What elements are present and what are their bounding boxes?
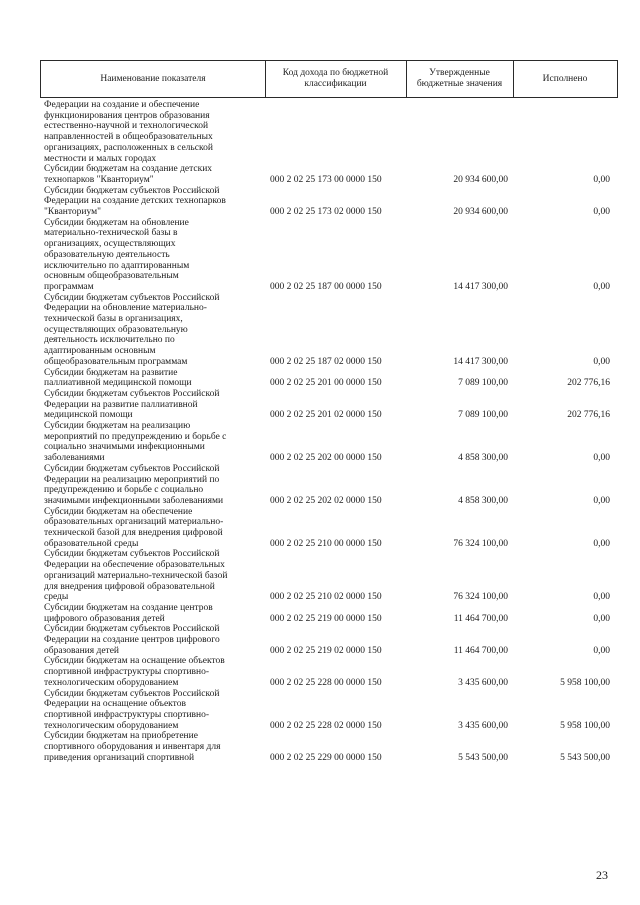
row-executed: 5 543 500,00 xyxy=(560,752,610,763)
row-name-line: естественно-научной и технологической xyxy=(44,121,209,132)
row-name-line: функционирования центров образования xyxy=(44,110,210,121)
row-name-line: общеобразовательным программам xyxy=(44,356,188,367)
row-approved: 4 858 300,00 xyxy=(458,495,508,506)
row-executed: 0,00 xyxy=(593,281,610,292)
row-executed: 0,00 xyxy=(593,495,610,506)
row-name-line: значимыми инфекционными заболеваниями xyxy=(44,495,224,506)
row-approved: 7 089 100,00 xyxy=(458,378,508,389)
row-name-line: основным общеобразовательным xyxy=(44,271,179,282)
row-executed: 0,00 xyxy=(593,613,610,624)
page-number: 23 xyxy=(596,868,608,882)
row-name-line: технологическим оборудованием xyxy=(44,720,179,731)
row-executed: 202 776,16 xyxy=(567,378,610,389)
row-executed: 0,00 xyxy=(593,592,610,603)
row-name-line: организациях, расположенных в сельской xyxy=(44,142,213,153)
row-approved: 11 464 700,00 xyxy=(453,645,508,656)
row-name-line: Субсидии бюджетам на развитие xyxy=(44,367,178,378)
row-code: 000 2 02 25 228 00 0000 150 xyxy=(270,677,382,688)
row-name-line: Субсидии бюджетам субъектов Российской xyxy=(44,185,220,196)
row-name-line: направленностей в общеобразовательных xyxy=(44,132,213,143)
row-code: 000 2 02 25 210 02 0000 150 xyxy=(270,592,382,603)
row-name-line: местности и малых городах xyxy=(44,153,157,164)
row-executed: 0,00 xyxy=(593,453,610,464)
row-name-line: Субсидии бюджетам на оснащение объектов xyxy=(44,656,225,667)
row-name-line: Федерации на создание детских технопарков xyxy=(44,196,226,207)
row-code: 000 2 02 25 219 00 0000 150 xyxy=(270,613,382,624)
row-code: 000 2 02 25 187 02 0000 150 xyxy=(270,356,382,367)
row-name-line: Федерации на реализацию мероприятий по xyxy=(44,474,220,485)
header-executed: Исполнено xyxy=(513,60,618,98)
row-name-line: осуществляющих образовательную xyxy=(44,324,188,335)
header-code: Код дохода по бюджетной классификации xyxy=(265,60,407,98)
row-code: 000 2 02 25 201 00 0000 150 xyxy=(270,378,382,389)
row-name-line: Субсидии бюджетам субъектов Российской xyxy=(44,688,220,699)
row-executed: 0,00 xyxy=(593,207,610,217)
row-name-line: Субсидии бюджетам субъектов Российской xyxy=(44,388,220,399)
row-name-line: адаптированным основным xyxy=(44,346,156,357)
row-approved: 14 417 300,00 xyxy=(453,356,508,367)
row-executed: 202 776,16 xyxy=(567,410,610,421)
row-name-line: Федерации на оснащение объектов xyxy=(44,699,186,710)
row-code: 000 2 02 25 210 00 0000 150 xyxy=(270,538,382,549)
row-approved: 76 324 100,00 xyxy=(453,592,508,603)
row-name-line: Субсидии бюджетам на реализацию xyxy=(44,421,191,431)
row-name-line: спортивного оборудования и инвентаря для xyxy=(44,742,221,752)
row-name-line: мероприятий по предупреждению и борьбе с xyxy=(44,431,227,442)
row-name-line: "Кванториум" xyxy=(44,207,101,217)
row-name-line: образовательную деятельность xyxy=(44,249,170,260)
row-name-line: образования детей xyxy=(44,645,119,656)
row-approved: 5 543 500,00 xyxy=(458,752,508,763)
row-code: 000 2 02 25 228 02 0000 150 xyxy=(270,720,382,731)
row-name-line: Субсидии бюджетам субъектов Российской xyxy=(44,624,220,635)
row-approved: 3 435 600,00 xyxy=(458,720,508,731)
row-code: 000 2 02 25 202 00 0000 150 xyxy=(270,453,382,464)
row-approved: 7 089 100,00 xyxy=(458,410,508,421)
row-name-line: организациях, осуществляющих xyxy=(44,239,176,250)
row-name-line: образовательной среды xyxy=(44,538,139,549)
row-code: 000 2 02 25 187 00 0000 150 xyxy=(270,281,382,292)
row-approved: 3 435 600,00 xyxy=(458,677,508,688)
row-name-line: среды xyxy=(44,592,69,603)
row-name-line: Субсидии бюджетам на обеспечение xyxy=(44,506,193,517)
row-approved: 76 324 100,00 xyxy=(453,538,508,549)
row-name-line: Субсидии бюджетам субъектов Российской xyxy=(44,292,220,303)
row-name-line: исключительно по адаптированным xyxy=(44,260,190,271)
row-name-line: Субсидии бюджетам на приобретение xyxy=(44,731,198,742)
row-name-line: Федерации на создание и обеспечение xyxy=(44,100,200,110)
row-code: 000 2 02 25 201 02 0000 150 xyxy=(270,410,382,421)
row-name-line: Федерации на обновление материально- xyxy=(44,303,207,314)
row-code: 000 2 02 25 219 02 0000 150 xyxy=(270,645,382,656)
row-name-line: для внедрения цифровой образовательной xyxy=(44,581,215,592)
row-name-line: технопарков "Кванториум" xyxy=(44,174,154,185)
row-approved: 20 934 600,00 xyxy=(453,207,508,217)
row-approved: 4 858 300,00 xyxy=(458,453,508,464)
row-name-line: социально значимыми инфекционными xyxy=(44,442,205,453)
row-approved: 14 417 300,00 xyxy=(453,281,508,292)
row-executed: 0,00 xyxy=(593,174,610,185)
row-name-line: паллиативной медицинской помощи xyxy=(44,378,192,389)
row-name-line: спортивной инфраструктуры спортивно- xyxy=(44,667,210,678)
row-name-line: медицинской помощи xyxy=(44,410,133,421)
row-name-line: Федерации на создание центров цифрового xyxy=(44,635,220,645)
row-name-line: Субсидии бюджетам субъектов Российской xyxy=(44,463,220,474)
row-name-line: заболеваниями xyxy=(44,453,105,464)
row-name-line: Федерации на обеспечение образовательных xyxy=(44,560,225,571)
row-name-line: технологическим оборудованием xyxy=(44,677,179,688)
row-name-line: Субсидии бюджетам на обновление xyxy=(44,217,189,228)
row-code: 000 2 02 25 173 00 0000 150 xyxy=(270,174,382,185)
row-approved: 11 464 700,00 xyxy=(453,613,508,624)
row-name-line: деятельность исключительно по xyxy=(44,335,175,346)
row-name-line: организаций материально-технической базой xyxy=(44,570,228,581)
row-name-line: программам xyxy=(44,281,94,292)
row-name-line: цифрового образования детей xyxy=(44,613,165,624)
row-name-line: приведения организаций спортивной xyxy=(44,752,195,763)
row-code: 000 2 02 25 202 02 0000 150 xyxy=(270,495,382,506)
row-name-line: технической базой для внедрения цифровой xyxy=(44,528,223,538)
row-executed: 0,00 xyxy=(593,538,610,549)
row-name-line: Субсидии бюджетам на создание детских xyxy=(44,164,213,175)
row-name-line: спортивной инфраструктуры спортивно- xyxy=(44,709,210,720)
row-name-line: технической базы в организациях, xyxy=(44,314,183,324)
row-name-line: предупреждению и борьбе с социально xyxy=(44,485,204,496)
row-executed: 0,00 xyxy=(593,356,610,367)
row-name-line: Субсидии бюджетам субъектов Российской xyxy=(44,549,220,560)
row-name-line: материально-технической базы в xyxy=(44,228,178,239)
row-executed: 0,00 xyxy=(593,645,610,656)
row-executed: 5 958 100,00 xyxy=(560,677,610,688)
row-approved: 20 934 600,00 xyxy=(453,174,508,185)
row-name-line: Федерации на развитие паллиативной xyxy=(44,399,198,410)
header-approved: Утвержденные бюджетные значения xyxy=(406,60,514,98)
row-code: 000 2 02 25 173 02 0000 150 xyxy=(270,207,382,217)
row-code: 000 2 02 25 229 00 0000 150 xyxy=(270,752,382,763)
row-name-line: образовательных организаций материально- xyxy=(44,517,224,528)
row-name-line: Субсидии бюджетам на создание центров xyxy=(44,602,213,613)
header-name: Наименование показателя xyxy=(40,60,266,98)
row-executed: 5 958 100,00 xyxy=(560,720,610,731)
